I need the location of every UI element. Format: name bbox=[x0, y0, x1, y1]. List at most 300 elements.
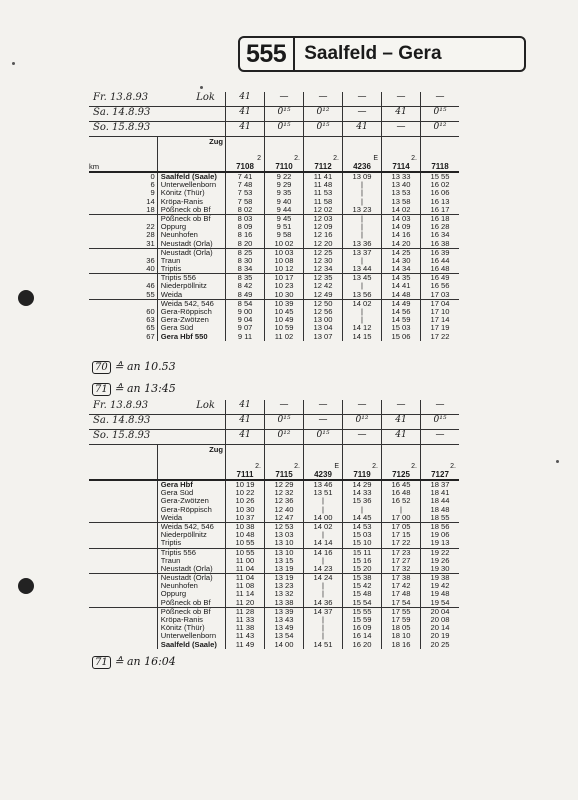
time-column bbox=[265, 172, 304, 214]
station-name: Gera Süd bbox=[160, 324, 194, 333]
departure-time: 17 32 bbox=[391, 564, 411, 573]
time-gap: | bbox=[361, 223, 363, 232]
departure-time: 19 30 bbox=[430, 564, 450, 573]
departure-time: 12 49 bbox=[313, 290, 333, 299]
departure-time: 8 30 bbox=[237, 256, 253, 265]
departure-time: 12 09 bbox=[313, 223, 333, 232]
km-column bbox=[89, 607, 157, 648]
train-class: E bbox=[373, 155, 378, 162]
note-text: ≙ an 10.53 bbox=[114, 360, 176, 373]
train-number bbox=[226, 137, 265, 173]
departure-time: 8 03 bbox=[237, 214, 253, 223]
time-column bbox=[265, 548, 304, 574]
departure-time: 11 41 bbox=[313, 173, 333, 181]
departure-time: 17 19 bbox=[430, 324, 450, 333]
handwritten-cell: 41 bbox=[382, 415, 421, 430]
time-column bbox=[265, 607, 304, 648]
departure-time: 13 33 bbox=[391, 173, 411, 181]
km-value bbox=[89, 300, 155, 308]
time-gap: | bbox=[400, 505, 402, 514]
time-gap: | bbox=[361, 181, 363, 190]
time-column bbox=[304, 574, 343, 608]
note-box-number: 70 bbox=[92, 361, 111, 374]
departure-time: 15 38 bbox=[352, 574, 372, 583]
departure-time: 12 50 bbox=[313, 299, 333, 308]
time-gap: | bbox=[361, 256, 363, 265]
departure-time: 8 25 bbox=[237, 248, 253, 257]
km-value: 22 bbox=[146, 223, 155, 232]
handwritten-cell: 41 bbox=[226, 122, 265, 137]
handwritten-date bbox=[89, 107, 226, 122]
departure-time: 17 48 bbox=[391, 590, 411, 599]
departure-time: 15 48 bbox=[352, 590, 372, 599]
handwritten-row bbox=[89, 415, 459, 430]
departure-time: 13 32 bbox=[274, 590, 294, 599]
handwritten-cell: — bbox=[304, 415, 343, 430]
time-column bbox=[382, 248, 421, 274]
departure-time: 10 49 bbox=[274, 316, 294, 325]
station-name: Weida 542, 546 bbox=[160, 522, 214, 531]
km-value bbox=[89, 582, 155, 590]
departure-time: 11 58 bbox=[313, 197, 333, 206]
departure-time: 14 29 bbox=[352, 481, 372, 489]
departure-time: 8 54 bbox=[237, 299, 253, 308]
departure-time: 17 55 bbox=[391, 607, 411, 616]
departure-time: 12 56 bbox=[313, 308, 333, 316]
departure-time: 16 17 bbox=[430, 205, 450, 214]
departure-time: 17 59 bbox=[391, 616, 411, 624]
handwritten-cell: 0¹² bbox=[304, 107, 343, 122]
departure-time: 13 54 bbox=[274, 632, 294, 641]
departure-time: 15 11 bbox=[352, 548, 372, 557]
time-column bbox=[382, 299, 421, 340]
station-name: Pößneck ob Bf bbox=[160, 598, 211, 607]
departure-time: 15 55 bbox=[352, 607, 372, 616]
departure-time: 12 25 bbox=[313, 248, 333, 257]
departure-time: 17 05 bbox=[391, 522, 411, 531]
km-value bbox=[89, 549, 155, 557]
station-name: Neustadt (Orla) bbox=[160, 248, 213, 257]
departure-time: 10 08 bbox=[274, 256, 294, 265]
time-column bbox=[343, 214, 382, 248]
handwritten-date bbox=[89, 430, 226, 445]
km-value bbox=[89, 249, 155, 257]
departure-time: 13 45 bbox=[352, 274, 372, 283]
departure-time: 13 10 bbox=[274, 548, 294, 557]
handwritten-cell: 41 bbox=[226, 415, 265, 430]
departure-time: 9 58 bbox=[276, 231, 292, 240]
km-column bbox=[89, 248, 157, 274]
departure-time: 9 29 bbox=[276, 181, 292, 190]
handwritten-cell: — bbox=[343, 400, 382, 415]
handwritten-cell: 41 bbox=[343, 122, 382, 137]
departure-time: 17 15 bbox=[391, 531, 411, 540]
departure-time: 14 16 bbox=[391, 231, 411, 240]
departure-time: 12 29 bbox=[274, 481, 294, 489]
departure-time: 14 02 bbox=[391, 205, 411, 214]
departure-time: 13 15 bbox=[274, 556, 294, 565]
departure-time: 14 53 bbox=[352, 522, 372, 531]
departure-time: 16 39 bbox=[430, 248, 450, 257]
departure-time: 15 59 bbox=[352, 616, 372, 624]
time-column bbox=[382, 548, 421, 574]
departure-time: 17 54 bbox=[391, 598, 411, 607]
station-name: Pößneck ob Bf bbox=[160, 214, 211, 223]
departure-time: 8 34 bbox=[237, 265, 253, 274]
departure-time: 14 45 bbox=[352, 513, 372, 522]
station-name: Triptis bbox=[160, 539, 182, 548]
time-gap: | bbox=[322, 624, 324, 633]
station-column bbox=[157, 548, 225, 574]
time-column bbox=[226, 607, 265, 648]
time-column bbox=[343, 274, 382, 300]
handwritten-cell: — bbox=[421, 400, 460, 415]
departure-time: 10 19 bbox=[235, 481, 255, 489]
km-value: 9 bbox=[150, 189, 155, 198]
time-column bbox=[226, 172, 265, 214]
time-column bbox=[226, 522, 265, 548]
departure-time: 12 36 bbox=[274, 497, 294, 506]
time-gap: | bbox=[361, 197, 363, 206]
handwritten-cell: 0¹² bbox=[421, 122, 460, 137]
time-column bbox=[421, 299, 460, 340]
station-group bbox=[89, 480, 459, 522]
station-column bbox=[157, 248, 225, 274]
train-class: 2. bbox=[372, 463, 378, 470]
departure-time: 16 45 bbox=[391, 481, 411, 489]
departure-time: 16 44 bbox=[430, 256, 450, 265]
departure-time: 13 23 bbox=[352, 205, 372, 214]
station-name: Neunhofen bbox=[160, 231, 198, 240]
handwritten-cell: — bbox=[265, 400, 304, 415]
departure-time: 7 53 bbox=[237, 189, 253, 198]
zug-label: Zug bbox=[157, 445, 225, 481]
station-column bbox=[157, 172, 225, 214]
time-gap: | bbox=[322, 616, 324, 624]
departure-time: 8 02 bbox=[237, 205, 253, 214]
departure-time: 14 51 bbox=[313, 640, 333, 649]
time-gap: | bbox=[361, 505, 363, 514]
km-value bbox=[89, 632, 155, 640]
station-name: Triptis 556 bbox=[160, 274, 196, 283]
departure-time: 12 16 bbox=[313, 231, 333, 240]
km-column bbox=[89, 548, 157, 574]
departure-time: 11 48 bbox=[313, 181, 333, 190]
speck bbox=[556, 460, 559, 463]
station-name: Saalfeld (Saale) bbox=[160, 173, 217, 181]
train-number bbox=[265, 445, 304, 481]
departure-time: 7 58 bbox=[237, 197, 253, 206]
time-column bbox=[343, 248, 382, 274]
departure-time: 10 37 bbox=[235, 513, 255, 522]
station-name: Niederpöllnitz bbox=[160, 282, 207, 291]
train-no: 7118 bbox=[431, 162, 449, 171]
station-column bbox=[157, 299, 225, 340]
departure-time: 14 48 bbox=[391, 290, 411, 299]
station-name: Weida bbox=[160, 290, 183, 299]
station-name: Könitz (Thür) bbox=[160, 189, 205, 198]
departure-time: 13 53 bbox=[391, 189, 411, 198]
time-gap: | bbox=[322, 556, 324, 565]
departure-time: 10 55 bbox=[235, 539, 255, 548]
km-value: 0 bbox=[150, 173, 155, 181]
time-column bbox=[304, 522, 343, 548]
station-name: Gera Hbf 550 bbox=[160, 332, 208, 341]
km-value bbox=[89, 624, 155, 632]
km-value: 18 bbox=[146, 205, 155, 214]
departure-time: 14 49 bbox=[391, 299, 411, 308]
departure-time: 16 18 bbox=[430, 214, 450, 223]
time-gap: | bbox=[322, 497, 324, 506]
train-no: 7125 bbox=[392, 470, 410, 479]
km-value bbox=[89, 565, 155, 573]
departure-time: 9 22 bbox=[276, 173, 292, 181]
km-value: 46 bbox=[146, 282, 155, 291]
departure-time: 9 00 bbox=[237, 308, 253, 316]
time-gap: | bbox=[322, 531, 324, 540]
station-group bbox=[89, 248, 459, 274]
departure-time: 16 48 bbox=[430, 265, 450, 274]
handwritten-cell: — bbox=[382, 400, 421, 415]
departure-time: 19 38 bbox=[430, 574, 450, 583]
departure-time: 16 38 bbox=[430, 239, 450, 248]
km-column bbox=[89, 299, 157, 340]
time-column bbox=[226, 274, 265, 300]
time-gap: | bbox=[322, 505, 324, 514]
station-name: Triptis bbox=[160, 265, 182, 274]
departure-time: 12 30 bbox=[313, 256, 333, 265]
handwritten-note bbox=[92, 360, 176, 374]
train-number bbox=[343, 445, 382, 481]
time-column bbox=[226, 548, 265, 574]
route-title: Saalfeld – Gera bbox=[304, 43, 442, 64]
km-header bbox=[89, 445, 157, 481]
timetable-gera-saalfeld bbox=[89, 400, 459, 649]
departure-time: 10 23 bbox=[274, 282, 294, 291]
train-no: 4236 bbox=[353, 162, 371, 171]
departure-time: 15 03 bbox=[391, 324, 411, 333]
departure-time: 16 28 bbox=[430, 223, 450, 232]
departure-time: 16 34 bbox=[430, 231, 450, 240]
departure-time: 16 06 bbox=[430, 189, 450, 198]
handwritten-cell: — bbox=[343, 107, 382, 122]
departure-time: 14 24 bbox=[313, 574, 333, 583]
km-value: 60 bbox=[146, 308, 155, 316]
time-gap: | bbox=[361, 214, 363, 223]
departure-time: 7 48 bbox=[237, 181, 253, 190]
time-gap: | bbox=[361, 316, 363, 325]
train-number bbox=[265, 137, 304, 173]
departure-time: 13 36 bbox=[352, 239, 372, 248]
station-group bbox=[89, 574, 459, 608]
km-column bbox=[89, 172, 157, 214]
km-value bbox=[89, 557, 155, 565]
departure-time: 17 23 bbox=[391, 548, 411, 557]
departure-time: 15 54 bbox=[352, 598, 372, 607]
train-no: 7115 bbox=[275, 470, 293, 479]
km-value bbox=[89, 599, 155, 607]
station-column bbox=[157, 480, 225, 522]
train-number bbox=[226, 445, 265, 481]
departure-time: 16 20 bbox=[352, 640, 372, 649]
departure-time: 17 03 bbox=[430, 290, 450, 299]
station-name: Gera-Röppisch bbox=[160, 308, 212, 316]
handwritten-cell: 41 bbox=[226, 430, 265, 445]
time-column bbox=[265, 248, 304, 274]
departure-time: 13 19 bbox=[274, 564, 294, 573]
station-name: Neustadt (Orla) bbox=[160, 574, 213, 583]
timetable-header bbox=[238, 36, 526, 72]
time-column bbox=[343, 548, 382, 574]
time-gap: | bbox=[361, 189, 363, 198]
time-column bbox=[226, 480, 265, 522]
station-name: Unterwellenborn bbox=[160, 632, 217, 641]
km-value bbox=[89, 274, 155, 282]
station-name: Weida bbox=[160, 513, 183, 522]
time-column bbox=[421, 607, 460, 648]
departure-time: 9 07 bbox=[237, 324, 253, 333]
departure-time: 15 06 bbox=[391, 332, 411, 341]
handwritten-cell: 0¹² bbox=[343, 415, 382, 430]
km-value bbox=[89, 523, 155, 531]
handwritten-day: Sa. 14.8.93 bbox=[93, 415, 151, 426]
departure-time: 16 13 bbox=[430, 197, 450, 206]
km-value bbox=[89, 497, 155, 505]
departure-time: 9 45 bbox=[276, 214, 292, 223]
km-value bbox=[89, 641, 155, 649]
departure-time: 17 10 bbox=[430, 308, 450, 316]
km-value: 28 bbox=[146, 231, 155, 240]
handwritten-note bbox=[92, 655, 176, 669]
departure-time: 18 10 bbox=[391, 632, 411, 641]
time-column bbox=[265, 214, 304, 248]
departure-time: 8 16 bbox=[237, 231, 253, 240]
train-no: 7111 bbox=[236, 470, 254, 479]
departure-time: 19 22 bbox=[430, 548, 450, 557]
departure-time: 10 02 bbox=[274, 239, 294, 248]
train-class: 2. bbox=[450, 463, 456, 470]
departure-time: 15 42 bbox=[352, 582, 372, 591]
departure-time: 17 04 bbox=[430, 299, 450, 308]
station-name: Neustadt (Orla) bbox=[160, 564, 213, 573]
train-number bbox=[421, 137, 460, 173]
handwritten-cell: 41 bbox=[226, 400, 265, 415]
departure-time: 15 55 bbox=[430, 173, 450, 181]
departure-time: 13 23 bbox=[274, 582, 294, 591]
departure-time: 14 14 bbox=[313, 539, 333, 548]
departure-time: 20 04 bbox=[430, 607, 450, 616]
departure-time: 20 19 bbox=[430, 632, 450, 641]
departure-time: 13 00 bbox=[313, 316, 333, 325]
departure-time: 11 38 bbox=[235, 624, 255, 633]
departure-time: 13 39 bbox=[274, 607, 294, 616]
departure-time: 18 55 bbox=[430, 513, 450, 522]
departure-time: 9 04 bbox=[237, 316, 253, 325]
departure-time: 8 09 bbox=[237, 223, 253, 232]
departure-time: 13 37 bbox=[352, 248, 372, 257]
handwritten-day: Fr. 13.8.93 bbox=[93, 400, 149, 411]
departure-time: 12 34 bbox=[313, 265, 333, 274]
train-class: 2. bbox=[294, 463, 300, 470]
time-column bbox=[343, 522, 382, 548]
station-name: Niederpöllnitz bbox=[160, 531, 207, 540]
departure-time: 13 44 bbox=[352, 265, 372, 274]
station-column bbox=[157, 274, 225, 300]
train-number bbox=[421, 445, 460, 481]
station-name: Neunhofen bbox=[160, 582, 198, 591]
handwritten-row bbox=[89, 400, 459, 415]
time-gap: | bbox=[322, 632, 324, 641]
km-value bbox=[89, 514, 155, 522]
departure-time: 9 51 bbox=[276, 223, 292, 232]
departure-time: 17 14 bbox=[430, 316, 450, 325]
km-value bbox=[89, 531, 155, 539]
departure-time: 17 38 bbox=[391, 574, 411, 583]
time-column bbox=[265, 299, 304, 340]
handwritten-cell: 0¹⁵ bbox=[265, 122, 304, 137]
departure-time: 8 42 bbox=[237, 282, 253, 291]
train-number bbox=[304, 137, 343, 173]
km-header: km bbox=[89, 137, 157, 173]
departure-time: 10 22 bbox=[235, 489, 255, 498]
departure-time: 12 42 bbox=[313, 282, 333, 291]
departure-time: 15 03 bbox=[352, 531, 372, 540]
station-column bbox=[157, 214, 225, 248]
station-name: Gera-Zwötzen bbox=[160, 497, 209, 506]
time-gap: | bbox=[322, 590, 324, 599]
time-column bbox=[304, 274, 343, 300]
departure-time: 16 14 bbox=[352, 632, 372, 641]
train-no: 7110 bbox=[275, 162, 293, 171]
departure-time: 16 48 bbox=[391, 489, 411, 498]
departure-time: 9 44 bbox=[276, 205, 292, 214]
departure-time: 8 49 bbox=[237, 290, 253, 299]
departure-time: 9 11 bbox=[237, 332, 253, 341]
km-column bbox=[89, 522, 157, 548]
handwritten-lok: Lok bbox=[196, 400, 215, 411]
departure-time: 13 51 bbox=[313, 489, 333, 498]
time-column bbox=[421, 480, 460, 522]
time-column bbox=[226, 248, 265, 274]
train-class: 2. bbox=[255, 463, 261, 470]
departure-time: 13 09 bbox=[352, 173, 372, 181]
time-column bbox=[265, 574, 304, 608]
departure-time: 13 58 bbox=[391, 197, 411, 206]
handwritten-row bbox=[89, 92, 459, 107]
time-column bbox=[226, 299, 265, 340]
departure-time: 14 02 bbox=[313, 522, 333, 531]
departure-time: 14 35 bbox=[391, 274, 411, 283]
departure-time: 14 15 bbox=[352, 332, 372, 341]
departure-time: 18 37 bbox=[430, 481, 450, 489]
train-number bbox=[382, 445, 421, 481]
note-text: ≙ an 16:04 bbox=[114, 655, 176, 668]
departure-time: 12 53 bbox=[274, 522, 294, 531]
departure-time: 19 48 bbox=[430, 590, 450, 599]
time-column bbox=[304, 172, 343, 214]
departure-time: 13 07 bbox=[313, 332, 333, 341]
departure-time: 13 04 bbox=[313, 324, 333, 333]
time-column bbox=[265, 480, 304, 522]
handwritten-day: Sa. 14.8.93 bbox=[93, 107, 151, 118]
handwritten-cell: — bbox=[304, 92, 343, 107]
km-value bbox=[89, 539, 155, 547]
train-class: 2. bbox=[411, 463, 417, 470]
station-name: Traun bbox=[160, 256, 181, 265]
time-column bbox=[343, 172, 382, 214]
departure-time: 14 36 bbox=[313, 598, 333, 607]
departure-time: 11 53 bbox=[313, 189, 333, 198]
